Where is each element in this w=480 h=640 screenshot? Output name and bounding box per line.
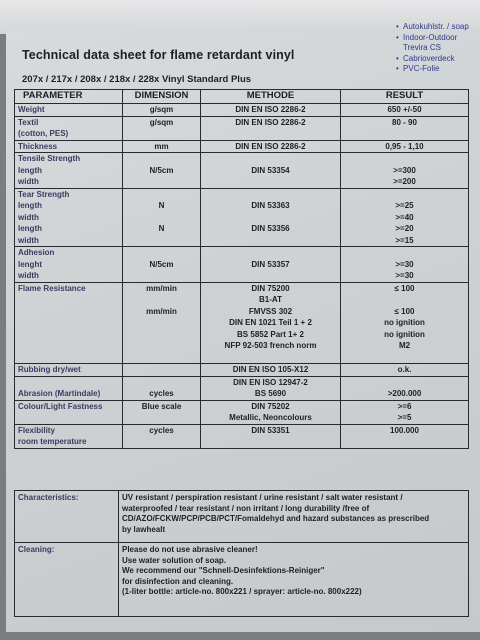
spec-row: [15, 424, 469, 448]
dimension-line: cycles: [149, 425, 174, 435]
cell-parameter: [15, 140, 123, 153]
characteristics-row: [15, 491, 469, 543]
product-line: 207x / 217x / 208x / 218x / 228x Vinyl Standard Plus: [22, 74, 252, 85]
parameter-line: lenght: [18, 259, 42, 269]
parameter-line: length: [18, 201, 42, 210]
spec-row: [15, 376, 469, 400]
result-line: 0,95 - 1,10: [385, 141, 424, 151]
result-line: >=300: [393, 165, 416, 175]
bullet-item: • PVC-Folie: [396, 64, 440, 73]
spec-table-header: [15, 90, 469, 104]
parameter-line: width: [18, 271, 39, 280]
cell-method: [201, 424, 341, 448]
dimension-line: mm/min: [146, 306, 177, 316]
dimension-line: [126, 317, 197, 329]
result-line: >=200: [393, 177, 416, 186]
cleaning-row: [15, 543, 469, 617]
spec-row: [15, 153, 469, 189]
spec-row: [15, 282, 469, 364]
result-line: >=5: [397, 413, 412, 422]
cell-method: [201, 116, 341, 140]
dimension-line: g/sqm: [149, 117, 174, 127]
cell-parameter: [15, 400, 123, 424]
result-line: 80 - 90: [392, 117, 417, 127]
bullet-item: • Autokuhlstr. / soap: [396, 22, 469, 31]
dimension-line: N: [158, 201, 165, 210]
parameter-line: Abrasion (Martindale): [18, 389, 101, 398]
cell-result: [341, 400, 469, 424]
parameter-line: width: [18, 212, 39, 222]
parameter-line: [18, 294, 119, 306]
cell-dimension: [123, 424, 201, 448]
result-line: [344, 436, 465, 448]
method-line: [204, 235, 337, 247]
column-header-dimension: DIMENSION: [123, 90, 201, 104]
note-line: CD/AZO/FCKW/PCP/PCB/PCT/Fomaldehyd and hazard substances as prescribed: [122, 514, 430, 523]
column-header-method: METHODE: [201, 90, 341, 104]
result-line: >=40: [395, 212, 414, 222]
parameter-line: [18, 352, 119, 364]
method-line: DIN 53351: [251, 425, 290, 435]
dimension-line: [126, 270, 197, 282]
method-line: [204, 176, 337, 188]
dimension-line: [126, 176, 197, 188]
cell-method: [201, 247, 341, 283]
parameter-line: width: [18, 177, 39, 186]
spec-row: [15, 116, 469, 140]
cell-parameter: [15, 188, 123, 247]
parameter-line: length: [18, 165, 42, 175]
cell-result: [341, 140, 469, 153]
dimension-line: [126, 352, 197, 364]
dimension-line: [126, 235, 197, 247]
dimension-line: [126, 189, 197, 201]
result-line: 100.000: [390, 425, 419, 435]
method-line: B1-AT: [259, 295, 282, 304]
method-line: NFP 92-503 french norm: [224, 341, 317, 350]
notes-table: [14, 490, 469, 617]
parameter-line: (cotton, PES): [18, 129, 69, 138]
cleaning-text: [119, 543, 469, 617]
dimension-line: [126, 377, 197, 389]
dimension-line: [126, 153, 197, 165]
parameter-line: length: [18, 224, 42, 233]
cell-method: [201, 400, 341, 424]
result-line: M2: [398, 341, 411, 350]
cell-dimension: [123, 188, 201, 247]
cell-method: [201, 153, 341, 189]
cell-parameter: [15, 364, 123, 377]
dimension-line: N/5cm: [149, 259, 174, 269]
note-line: UV resistant / perspiration resistant / urine resistant / salt water resistant /: [122, 493, 403, 502]
parameter-line: Colour/Light Fastness: [18, 401, 103, 411]
cell-parameter: [15, 116, 123, 140]
method-line: DIN EN ISO 2286-2: [235, 117, 306, 127]
cell-parameter: [15, 247, 123, 283]
method-line: DIN 53356: [251, 224, 290, 233]
bullet-item: • Cabrioverdeck: [396, 53, 455, 63]
result-line: >200.000: [387, 389, 422, 398]
cell-result: [341, 364, 469, 377]
parameter-line: width: [18, 235, 39, 245]
cell-dimension: [123, 400, 201, 424]
result-line: ≤ 100: [394, 283, 415, 293]
cell-method: [201, 364, 341, 377]
method-line: DIN EN ISO 2286-2: [235, 141, 306, 151]
spec-row: [15, 188, 469, 247]
cell-method: [201, 282, 341, 364]
dimension-line: mm: [154, 141, 169, 151]
result-line: >=15: [395, 235, 414, 245]
parameter-line: Adhesion: [18, 248, 55, 257]
cell-method: [201, 188, 341, 247]
method-line: [204, 212, 337, 224]
bullet-dot-icon: •: [396, 64, 399, 73]
bullet-dot-icon: •: [396, 32, 399, 42]
cell-result: [341, 247, 469, 283]
cell-result: [341, 282, 469, 364]
result-line: [344, 247, 465, 259]
note-line: We recommend our "Schnell-Desinfektions-Reiniger": [122, 566, 325, 575]
result-line: [344, 294, 465, 306]
method-line: [204, 247, 337, 259]
result-line: >=30: [395, 259, 414, 269]
cell-parameter: [15, 282, 123, 364]
method-line: [204, 153, 337, 165]
method-line: BS 5852 Part 1+ 2: [237, 329, 304, 339]
result-line: 650 +/-50: [387, 105, 422, 114]
parameter-line: [18, 377, 119, 389]
dimension-line: g/sqm: [149, 105, 174, 114]
bullet-dot-icon: •: [396, 22, 399, 31]
bullet-dot-icon: •: [396, 53, 399, 63]
parameter-line: [18, 412, 119, 424]
dimension-line: [126, 340, 197, 352]
dimension-line: [126, 436, 197, 448]
dimension-line: [126, 412, 197, 424]
parameter-line: Tear Strength: [18, 189, 70, 199]
parameter-line: [18, 340, 119, 352]
method-line: DIN 53354: [251, 165, 290, 175]
cell-result: [341, 104, 469, 117]
cell-parameter: [15, 376, 123, 400]
result-line: [344, 352, 465, 364]
note-line: (1-liter bottle: article-no. 800x221 / sprayer: article-no. 800x222): [122, 587, 362, 596]
method-line: DIN 75202: [251, 401, 290, 411]
parameter-line: [18, 317, 119, 329]
cell-result: [341, 188, 469, 247]
spec-table: [14, 89, 469, 449]
result-line: >=20: [395, 224, 414, 233]
method-line: DIN 75200: [251, 283, 290, 293]
result-line: ≤ 100: [394, 306, 415, 316]
method-line: DIN EN ISO 105-X12: [232, 365, 309, 374]
cell-parameter: [15, 104, 123, 117]
column-header-result: RESULT: [341, 90, 469, 104]
dimension-line: cycles: [149, 389, 174, 398]
cell-dimension: [123, 104, 201, 117]
cell-result: [341, 153, 469, 189]
dimension-line: Blue scale: [141, 401, 182, 411]
cell-method: [201, 104, 341, 117]
parameter-line: Rubbing dry/wet: [18, 365, 81, 374]
note-line: waterproofed / tear resistant / non irritant / long durability /free of: [122, 503, 370, 513]
cell-method: [201, 376, 341, 400]
cell-dimension: [123, 116, 201, 140]
bullet-item: • Indoor-Outdoor: [396, 32, 458, 42]
column-header-parameter: PARAMETER: [15, 90, 123, 104]
result-line: >=25: [395, 201, 414, 210]
cell-dimension: [123, 140, 201, 153]
cleaning-label: Cleaning:: [15, 543, 119, 617]
sheet-title: Technical data sheet for flame retardant vinyl: [22, 48, 295, 62]
cell-dimension: [123, 364, 201, 377]
bullet-item: Trevira CS: [403, 43, 441, 52]
result-line: >=30: [395, 271, 414, 280]
method-line: [204, 189, 337, 201]
cell-result: [341, 424, 469, 448]
dimension-line: [126, 329, 197, 341]
spec-row: [15, 140, 469, 153]
dimension-line: N: [158, 224, 165, 233]
note-line: for disinfection and cleaning.: [122, 576, 234, 586]
parameter-line: Flexibility: [18, 425, 55, 435]
method-line: FMVSS 302: [248, 306, 293, 316]
result-line: no ignition: [384, 329, 425, 339]
note-line: Use water solution of soap.: [122, 555, 227, 565]
method-line: [204, 352, 337, 364]
method-line: BS 5690: [254, 389, 287, 398]
parameter-line: Weight: [18, 105, 45, 114]
dimension-line: mm/min: [146, 283, 177, 293]
result-line: [344, 153, 465, 165]
spec-row: [15, 104, 469, 117]
parameter-line: [18, 329, 119, 341]
characteristics-text: [119, 491, 469, 543]
result-line: [344, 128, 465, 140]
result-line: [344, 189, 465, 201]
method-line: DIN 53357: [251, 259, 290, 269]
parameter-line: Tensile Strength: [18, 154, 81, 163]
cell-result: [341, 376, 469, 400]
dimension-line: [126, 212, 197, 224]
method-line: DIN EN ISO 2286-2: [235, 105, 306, 114]
cell-dimension: [123, 282, 201, 364]
cell-parameter: [15, 153, 123, 189]
result-line: o.k.: [397, 365, 412, 374]
method-line: DIN EN 1021 Teil 1 + 2: [229, 318, 312, 327]
method-line: [204, 270, 337, 282]
method-line: DIN EN ISO 12947-2: [233, 377, 308, 387]
parameter-line: room temperature: [18, 437, 87, 446]
method-line: Metallic, Neoncolours: [229, 413, 312, 422]
result-line: >=6: [397, 401, 412, 411]
spec-row: [15, 364, 469, 377]
result-line: no ignition: [384, 318, 425, 327]
dimension-line: [126, 247, 197, 259]
method-line: [204, 436, 337, 448]
parameter-line: Textil: [18, 117, 39, 127]
result-line: [344, 377, 465, 389]
dimension-line: [126, 364, 197, 376]
spec-row: [15, 400, 469, 424]
product-bullet-list: [396, 22, 480, 75]
cell-parameter: [15, 424, 123, 448]
cell-dimension: [123, 153, 201, 189]
cell-dimension: [123, 247, 201, 283]
parameter-line: Thickness: [18, 141, 58, 151]
parameter-line: [18, 306, 119, 318]
note-line: Please do not use abrasive cleaner!: [122, 545, 258, 554]
cell-dimension: [123, 376, 201, 400]
dimension-line: [126, 128, 197, 140]
cell-result: [341, 116, 469, 140]
spec-row: [15, 247, 469, 283]
parameter-line: Flame Resistance: [18, 283, 86, 293]
method-line: DIN 53363: [251, 201, 290, 210]
note-line: by lawhealt: [122, 524, 166, 534]
characteristics-label: Characteristics:: [15, 491, 119, 543]
cell-method: [201, 140, 341, 153]
dimension-line: N/5cm: [149, 165, 174, 175]
method-line: [204, 128, 337, 140]
dimension-line: [126, 294, 197, 306]
